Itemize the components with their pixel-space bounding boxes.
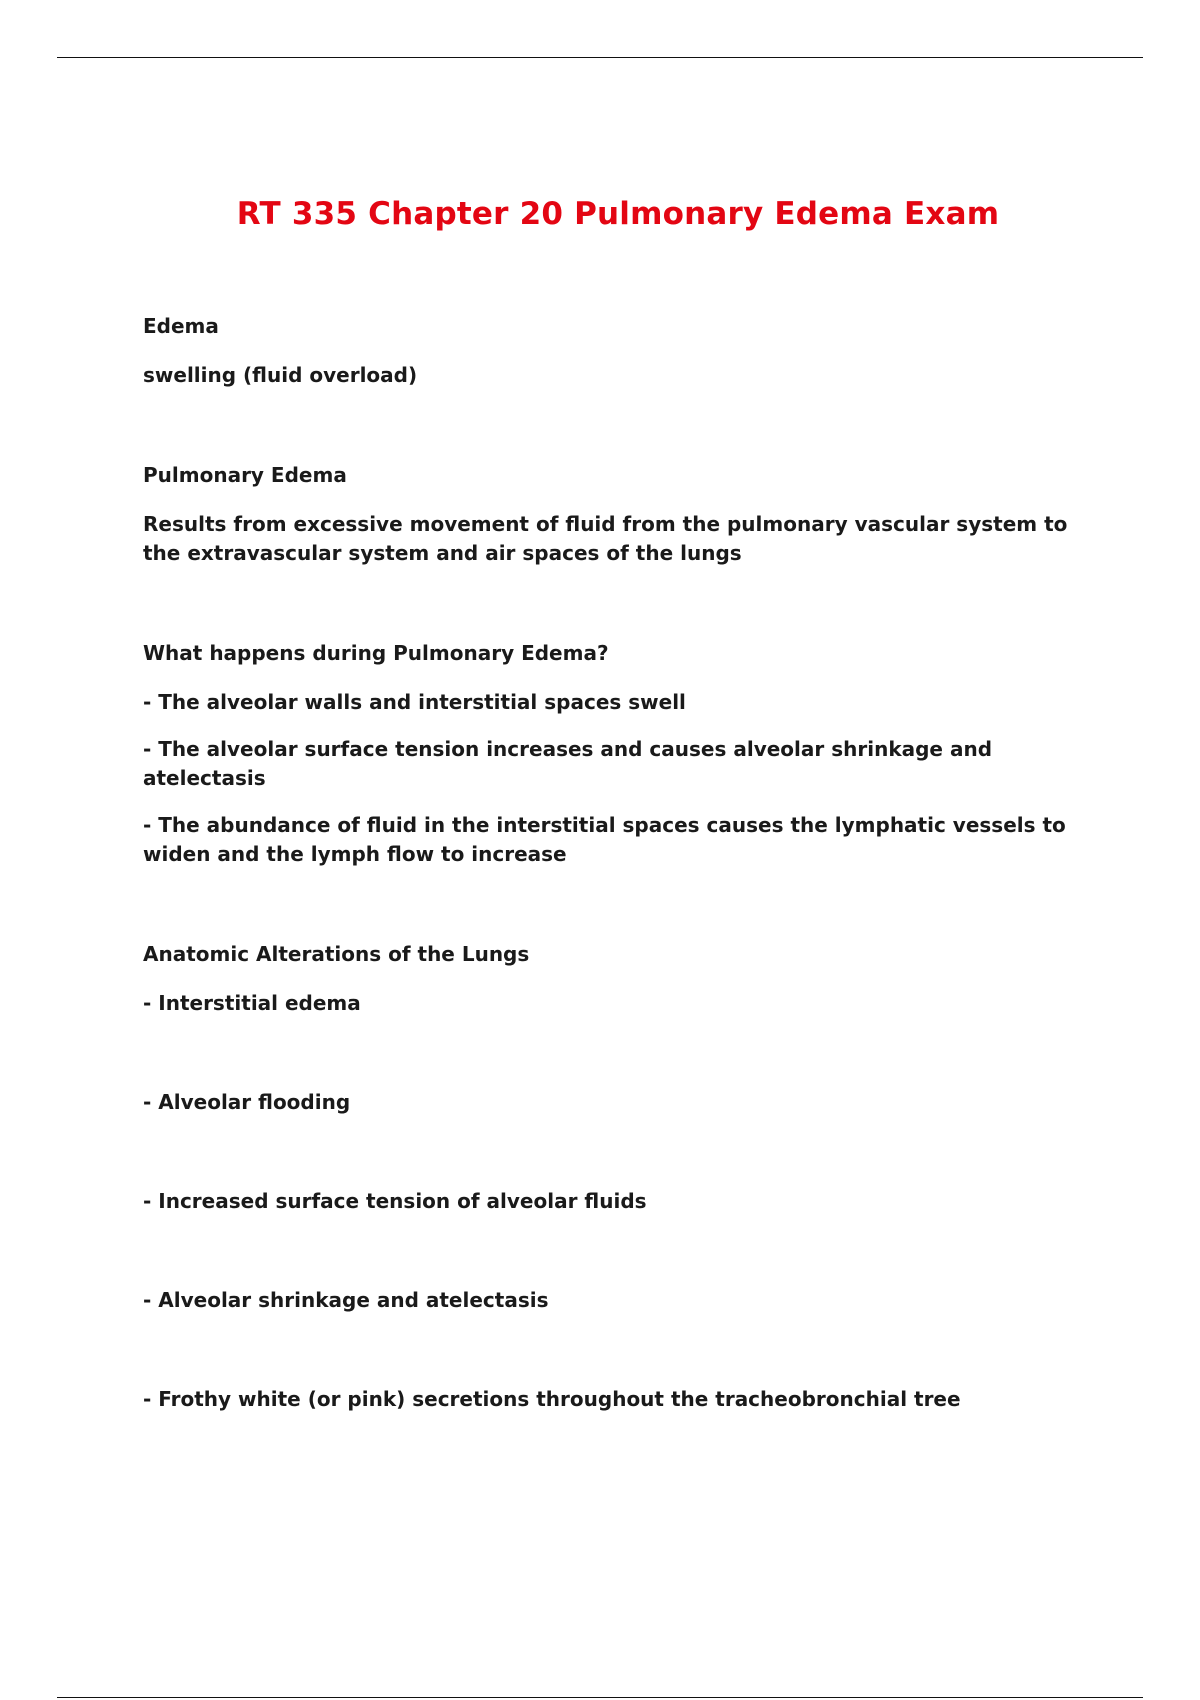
card-answer: Results from excessive movement of fluid from the pulmonary vascular system to the extravascular system and air spaces of the lungs xyxy=(143,512,1068,565)
card-answer-line: - The abundance of fluid in the interstitial spaces causes the lymphatic vessels to widen and the lymph flow to increase xyxy=(143,813,1066,866)
flashcard-pulmonary-edema xyxy=(143,461,1103,568)
card-answer-line: - The alveolar walls and interstitial spaces swell xyxy=(143,690,686,714)
card-question: Edema xyxy=(143,314,219,338)
top-rule xyxy=(57,57,1143,58)
document-body xyxy=(143,312,1103,1414)
card-question: What happens during Pulmonary Edema? xyxy=(143,641,609,665)
card-question: Pulmonary Edema xyxy=(143,463,347,487)
card-answer-line: - Increased surface tension of alveolar fluids xyxy=(143,1189,647,1213)
flashcard-what-happens xyxy=(143,639,1103,869)
card-answer-line: - Interstitial edema xyxy=(143,991,361,1015)
card-answer-line: - Alveolar shrinkage and atelectasis xyxy=(143,1288,549,1312)
flashcard-edema xyxy=(143,312,1103,390)
card-question: Anatomic Alterations of the Lungs xyxy=(143,942,530,966)
card-answer: swelling (fluid overload) xyxy=(143,363,418,387)
card-answer-line: - Alveolar flooding xyxy=(143,1090,351,1114)
document-title: RT 335 Chapter 20 Pulmonary Edema Exam xyxy=(236,196,1000,232)
card-answer-line: - Frothy white (or pink) secretions throughout the tracheobronchial tree xyxy=(143,1387,961,1411)
card-answer-line: - The alveolar surface tension increases and causes alveolar shrinkage and atelectasis xyxy=(143,737,993,790)
bottom-rule xyxy=(57,1697,1143,1698)
flashcard-anatomic-alterations xyxy=(143,940,1103,1414)
